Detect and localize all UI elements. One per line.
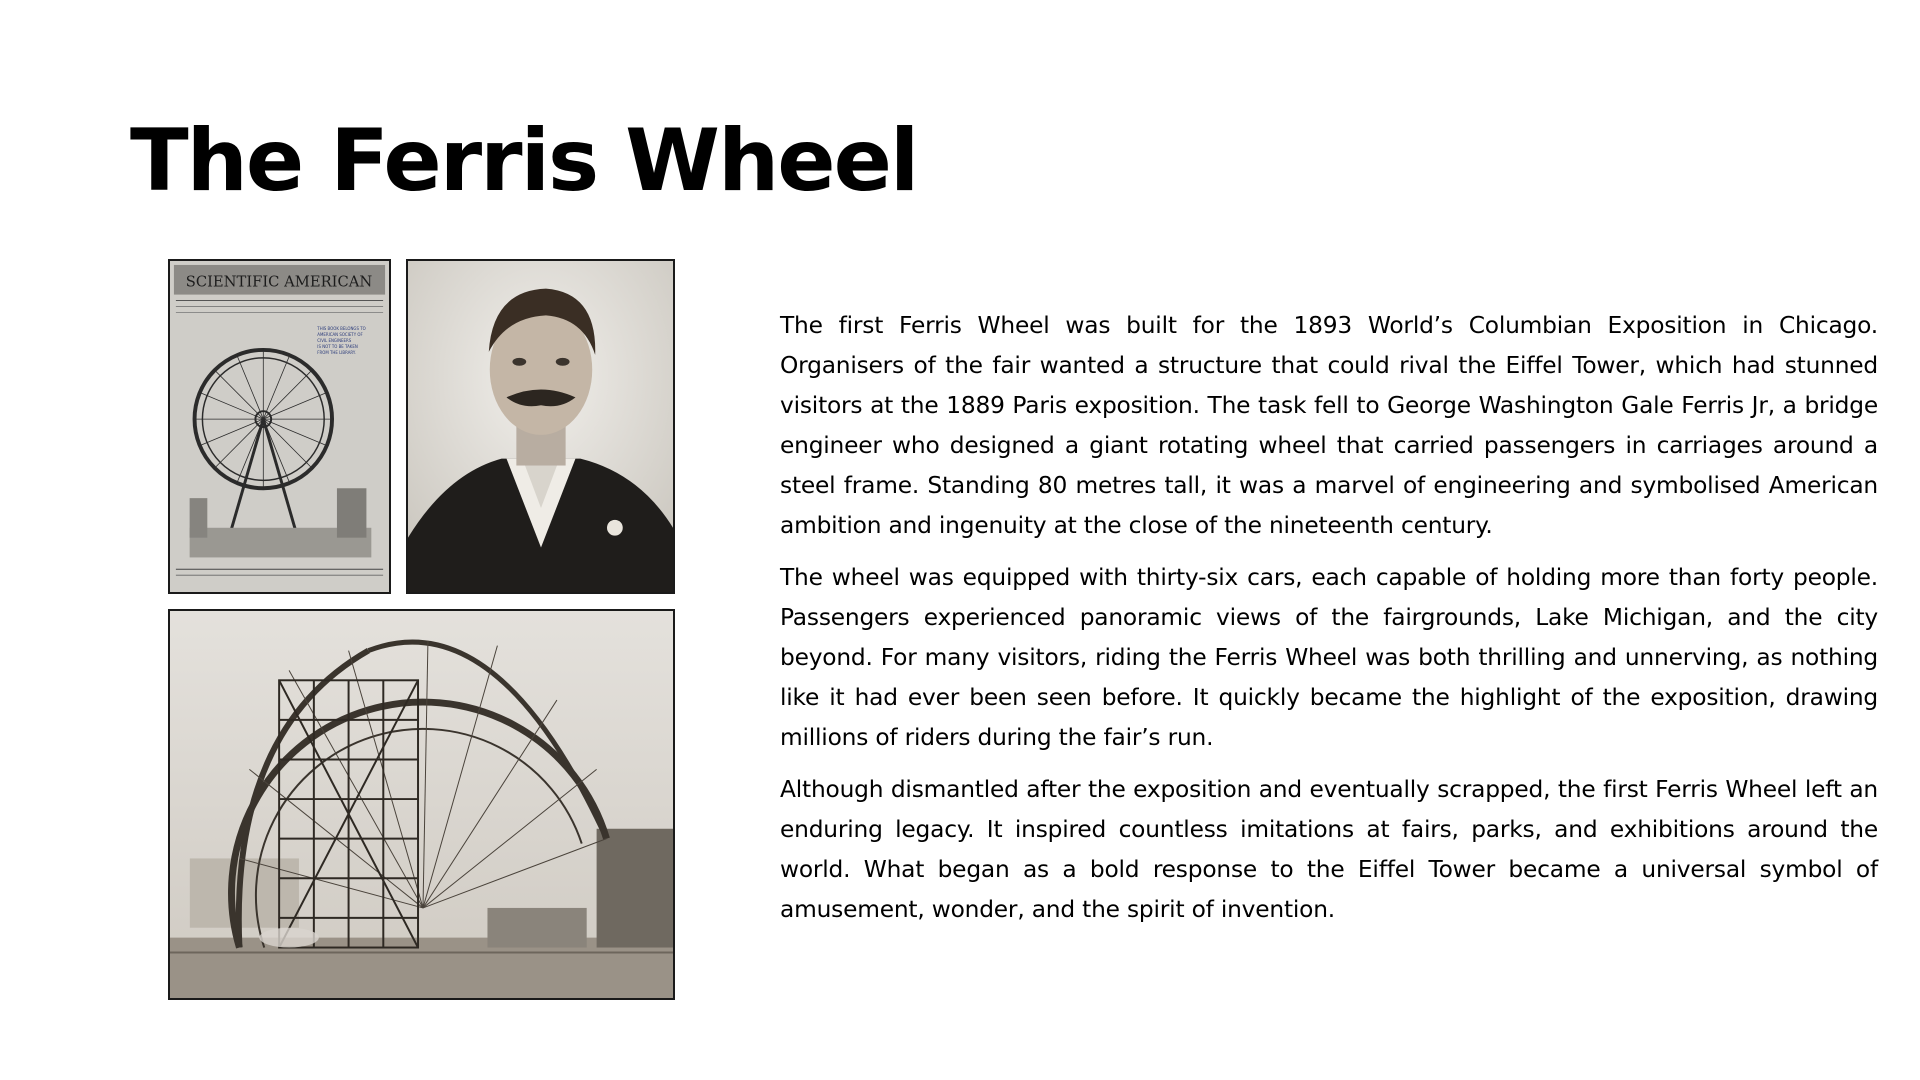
magazine-cover-image <box>168 259 391 594</box>
body-text <box>780 306 1878 942</box>
portrait-image <box>406 259 675 594</box>
magazine-masthead: SCIENTIFIC AMERICAN <box>185 273 373 291</box>
construction-photo-image <box>168 609 675 1000</box>
slide-title: The Ferris Wheel <box>130 111 918 211</box>
library-stamp: THIS BOOK BELONGS TO AMERICAN SOCIETY OF CIVIL ENGINEERS IS NOT TO BE TAKEN FROM THE LIBRARY. <box>317 326 366 355</box>
paragraph-1: The first Ferris Wheel was built for the 1893 World’s Columbian Exposition in Chicago. Organisers of the fair wanted a structure that could rival the Eiffel Tower, which had stunned visitors at the 1889 Paris exposition. The task fell to George Washington Gale Ferris Jr, a bridge engineer who designed a giant rotating wheel that carried passengers in carriages around a steel frame. Standing 80 metres tall, it was a marvel of engineering and symbolised American ambition and ingenuity at the close of the nineteenth century. <box>780 312 1878 539</box>
paragraph-3: Although dismantled after the exposition and eventually scrapped, the first Ferris Wheel left an enduring legacy. It inspired countless imitations at fairs, parks, and exhibitions around the world. What began as a bold response to the Eiffel Tower became a universal symbol of amusement, wonder, and the spirit of invention. <box>780 776 1878 923</box>
paragraph-2: The wheel was equipped with thirty-six cars, each capable of holding more than forty people. Passengers experienced panoramic views of the fairgrounds, Lake Michigan, and the city beyond. For many visitors, riding the Ferris Wheel was both thrilling and unnerving, as nothing like it had ever been seen before. It quickly became the highlight of the exposition, drawing millions of riders during the fair’s run. <box>780 564 1878 751</box>
